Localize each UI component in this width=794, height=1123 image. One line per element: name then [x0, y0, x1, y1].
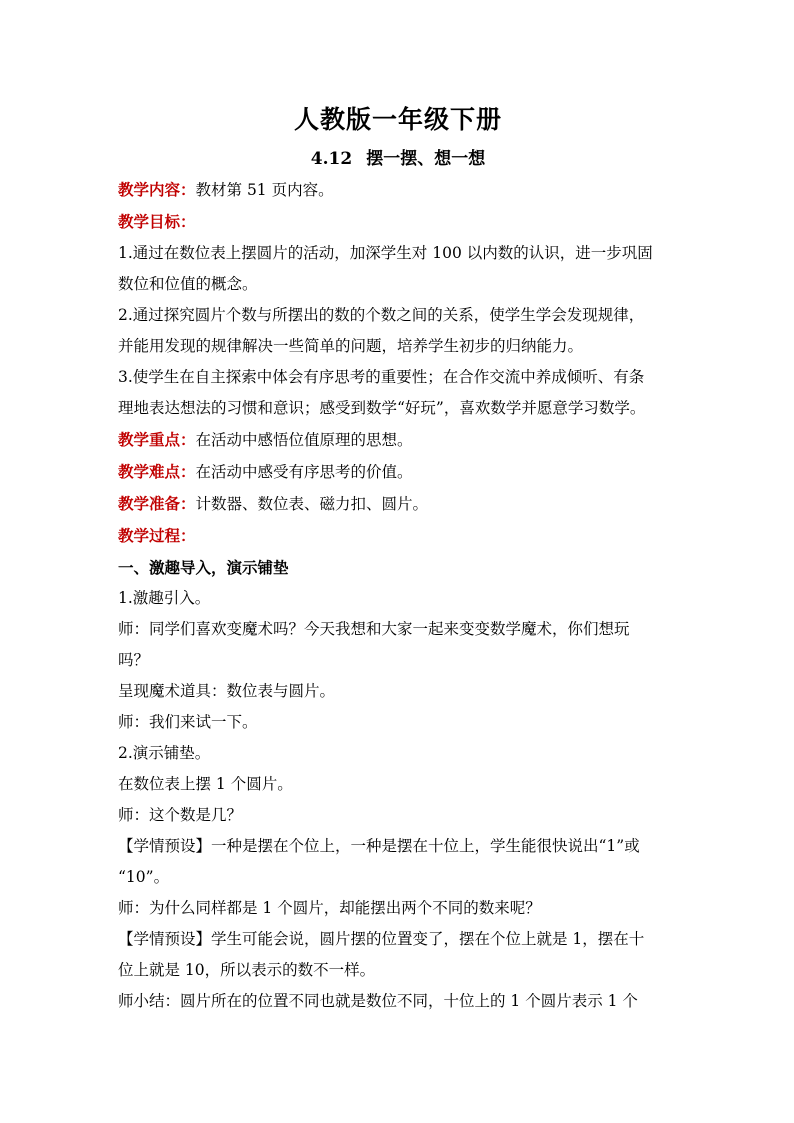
process-line: 呈现魔术道具：数位表与圆片。: [118, 682, 336, 700]
content-label: 教学内容：: [118, 180, 196, 199]
process-line: “10”。: [118, 868, 170, 886]
content-text: 教材第 51 页内容。: [195, 181, 334, 199]
process-line: 师：这个数是几？: [118, 806, 243, 824]
content-line: [118, 174, 678, 206]
section-heading: 一、激趣导入，演示铺垫: [118, 558, 289, 577]
goal-line: 理地表达想法的习惯和意识；感受到数学“好玩”，喜欢数学并愿意学习数学。: [118, 399, 646, 417]
document-title: 人教版一年级下册: [293, 105, 502, 134]
process-line: 师小结：圆片所在的位置不同也就是数位不同，十位上的 1 个圆片表示 1 个: [118, 992, 638, 1010]
process-line: 师：同学们喜欢变魔术吗？今天我想和大家一起来变变数学魔术，你们想玩: [118, 620, 630, 638]
lesson-number: 4.12: [310, 149, 353, 169]
difficulty-label: 教学难点：: [118, 462, 196, 481]
goals-label: 教学目标：: [118, 212, 196, 231]
difficulty-line: [118, 456, 678, 488]
key-point-line: [118, 424, 678, 456]
prep-label: 教学准备：: [118, 494, 196, 513]
difficulty-text: 在活动中感受有序思考的价值。: [195, 463, 413, 481]
goal-line: 3.使学生在自主探索中体会有序思考的重要性；在合作交流中养成倾听、有条: [118, 368, 645, 386]
process-heading: [118, 520, 678, 552]
process-line: 师：为什么同样都是 1 个圆片，却能摆出两个不同的数来呢？: [118, 899, 541, 917]
document-page: [118, 96, 678, 1017]
process-line: 位上就是 10，所以表示的数不一样。: [118, 961, 376, 979]
lesson-subtitle: [118, 144, 678, 174]
process-line: 2.演示铺垫。: [118, 744, 211, 762]
process-line: 吗？: [118, 651, 150, 669]
goal-line: 数位和位值的概念。: [118, 275, 258, 293]
goal-line: 并能用发现的规律解决一些简单的问题，培养学生初步的归纳能力。: [118, 337, 584, 355]
lesson-title: 摆一摆、想一想: [366, 149, 486, 169]
goal-line: 2.通过探究圆片个数与所摆出的数的个数之间的关系，使学生学会发现规律，: [118, 306, 645, 324]
prep-text: 计数器、数位表、磁力扣、圆片。: [195, 495, 429, 513]
prep-line: [118, 488, 678, 520]
process-line: 【学情预设】学生可能会说，圆片摆的位置变了，摆在个位上就是 1，摆在十: [118, 930, 645, 948]
goals-heading: [118, 206, 678, 238]
process-line: 在数位表上摆 1 个圆片。: [118, 775, 293, 793]
goal-line: 1.通过在数位表上摆圆片的活动，加深学生对 100 以内数的认识，进一步巩固: [118, 244, 653, 262]
process-label: 教学过程：: [118, 526, 196, 545]
process-line: 【学情预设】一种是摆在个位上，一种是摆在十位上，学生能很快说出“1”或: [118, 837, 640, 855]
process-line: 1.激趣引入。: [118, 589, 211, 607]
key-point-text: 在活动中感悟位值原理的思想。: [195, 431, 413, 449]
key-point-label: 教学重点：: [118, 430, 196, 449]
process-line: 师：我们来试一下。: [118, 713, 258, 731]
